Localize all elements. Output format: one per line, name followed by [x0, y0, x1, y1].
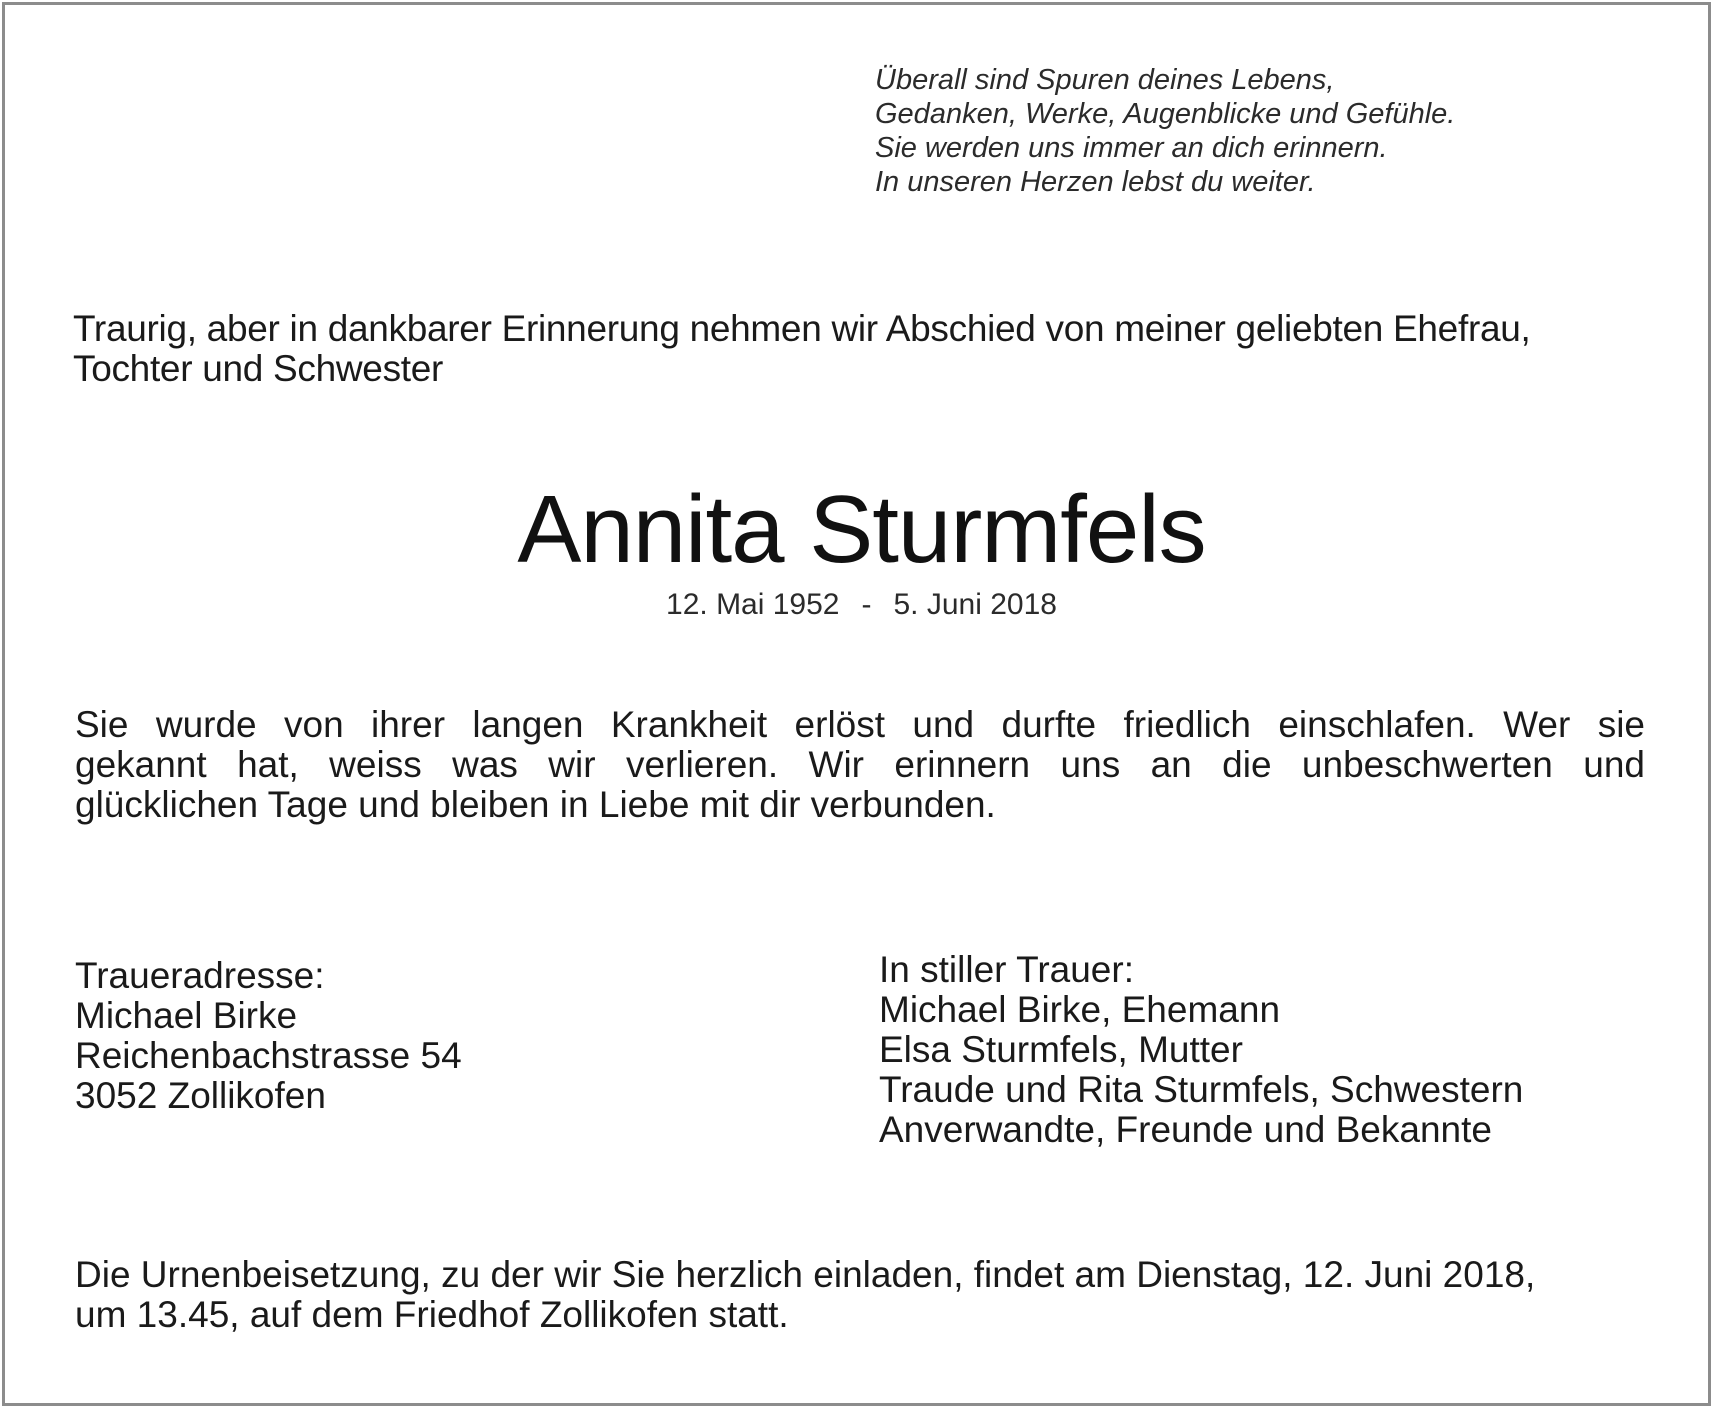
deceased-name: Annita Sturmfels	[517, 476, 1206, 583]
statement-line: Sie wurde von ihrer langen Krankheit erlöst und durfte friedlich einschlafen. Wer sie	[75, 704, 1645, 745]
intro-text	[73, 309, 1653, 389]
closing-line: Die Urnenbeisetzung, zu der wir Sie herzlich einladen, findet am Dienstag, 12. Juni 2018,	[75, 1254, 1536, 1295]
motto-verse	[875, 63, 1455, 199]
mourners-list	[879, 950, 1523, 1150]
address-heading: Traueradresse:	[75, 955, 325, 996]
motto-line: In unseren Herzen lebst du weiter.	[875, 166, 1316, 198]
date-separator: -	[861, 588, 872, 621]
motto-line: Gedanken, Werke, Augenblicke und Gefühle.	[875, 98, 1456, 130]
mourner-entry: Elsa Sturmfels, Mutter	[879, 1029, 1243, 1070]
statement-line: glücklichen Tage und bleiben in Liebe mit dir verbunden.	[75, 784, 996, 825]
motto-line: Sie werden uns immer an dich erinnern.	[875, 132, 1388, 164]
motto-line: Überall sind Spuren deines Lebens,	[875, 64, 1335, 96]
birth-date: 12. Mai 1952	[666, 588, 840, 621]
statement-text	[75, 705, 1645, 825]
obituary-notice	[2, 2, 1711, 1406]
mourning-address	[75, 956, 462, 1116]
intro-line: Traurig, aber in dankbarer Erinnerung nehmen wir Abschied von meiner geliebten Ehefrau,	[73, 308, 1531, 349]
address-street: Reichenbachstrasse 54	[75, 1035, 462, 1076]
mourners-heading: In stiller Trauer:	[879, 949, 1134, 990]
intro-line: Tochter und Schwester	[73, 348, 444, 389]
address-name: Michael Birke	[75, 995, 298, 1036]
mourner-entry: Michael Birke, Ehemann	[879, 989, 1281, 1030]
death-date: 5. Juni 2018	[893, 588, 1057, 621]
mourner-entry: Anverwandte, Freunde und Bekannte	[879, 1109, 1492, 1150]
burial-announcement	[75, 1255, 1535, 1335]
statement-line: gekannt hat, weiss was wir verlieren. Wir erinnern uns an die unbeschwerten und	[75, 744, 1645, 785]
life-dates	[5, 587, 1713, 623]
closing-line: um 13.45, auf dem Friedhof Zollikofen statt.	[75, 1294, 789, 1335]
address-city: 3052 Zollikofen	[75, 1075, 326, 1116]
mourner-entry: Traude und Rita Sturmfels, Schwestern	[879, 1069, 1524, 1110]
